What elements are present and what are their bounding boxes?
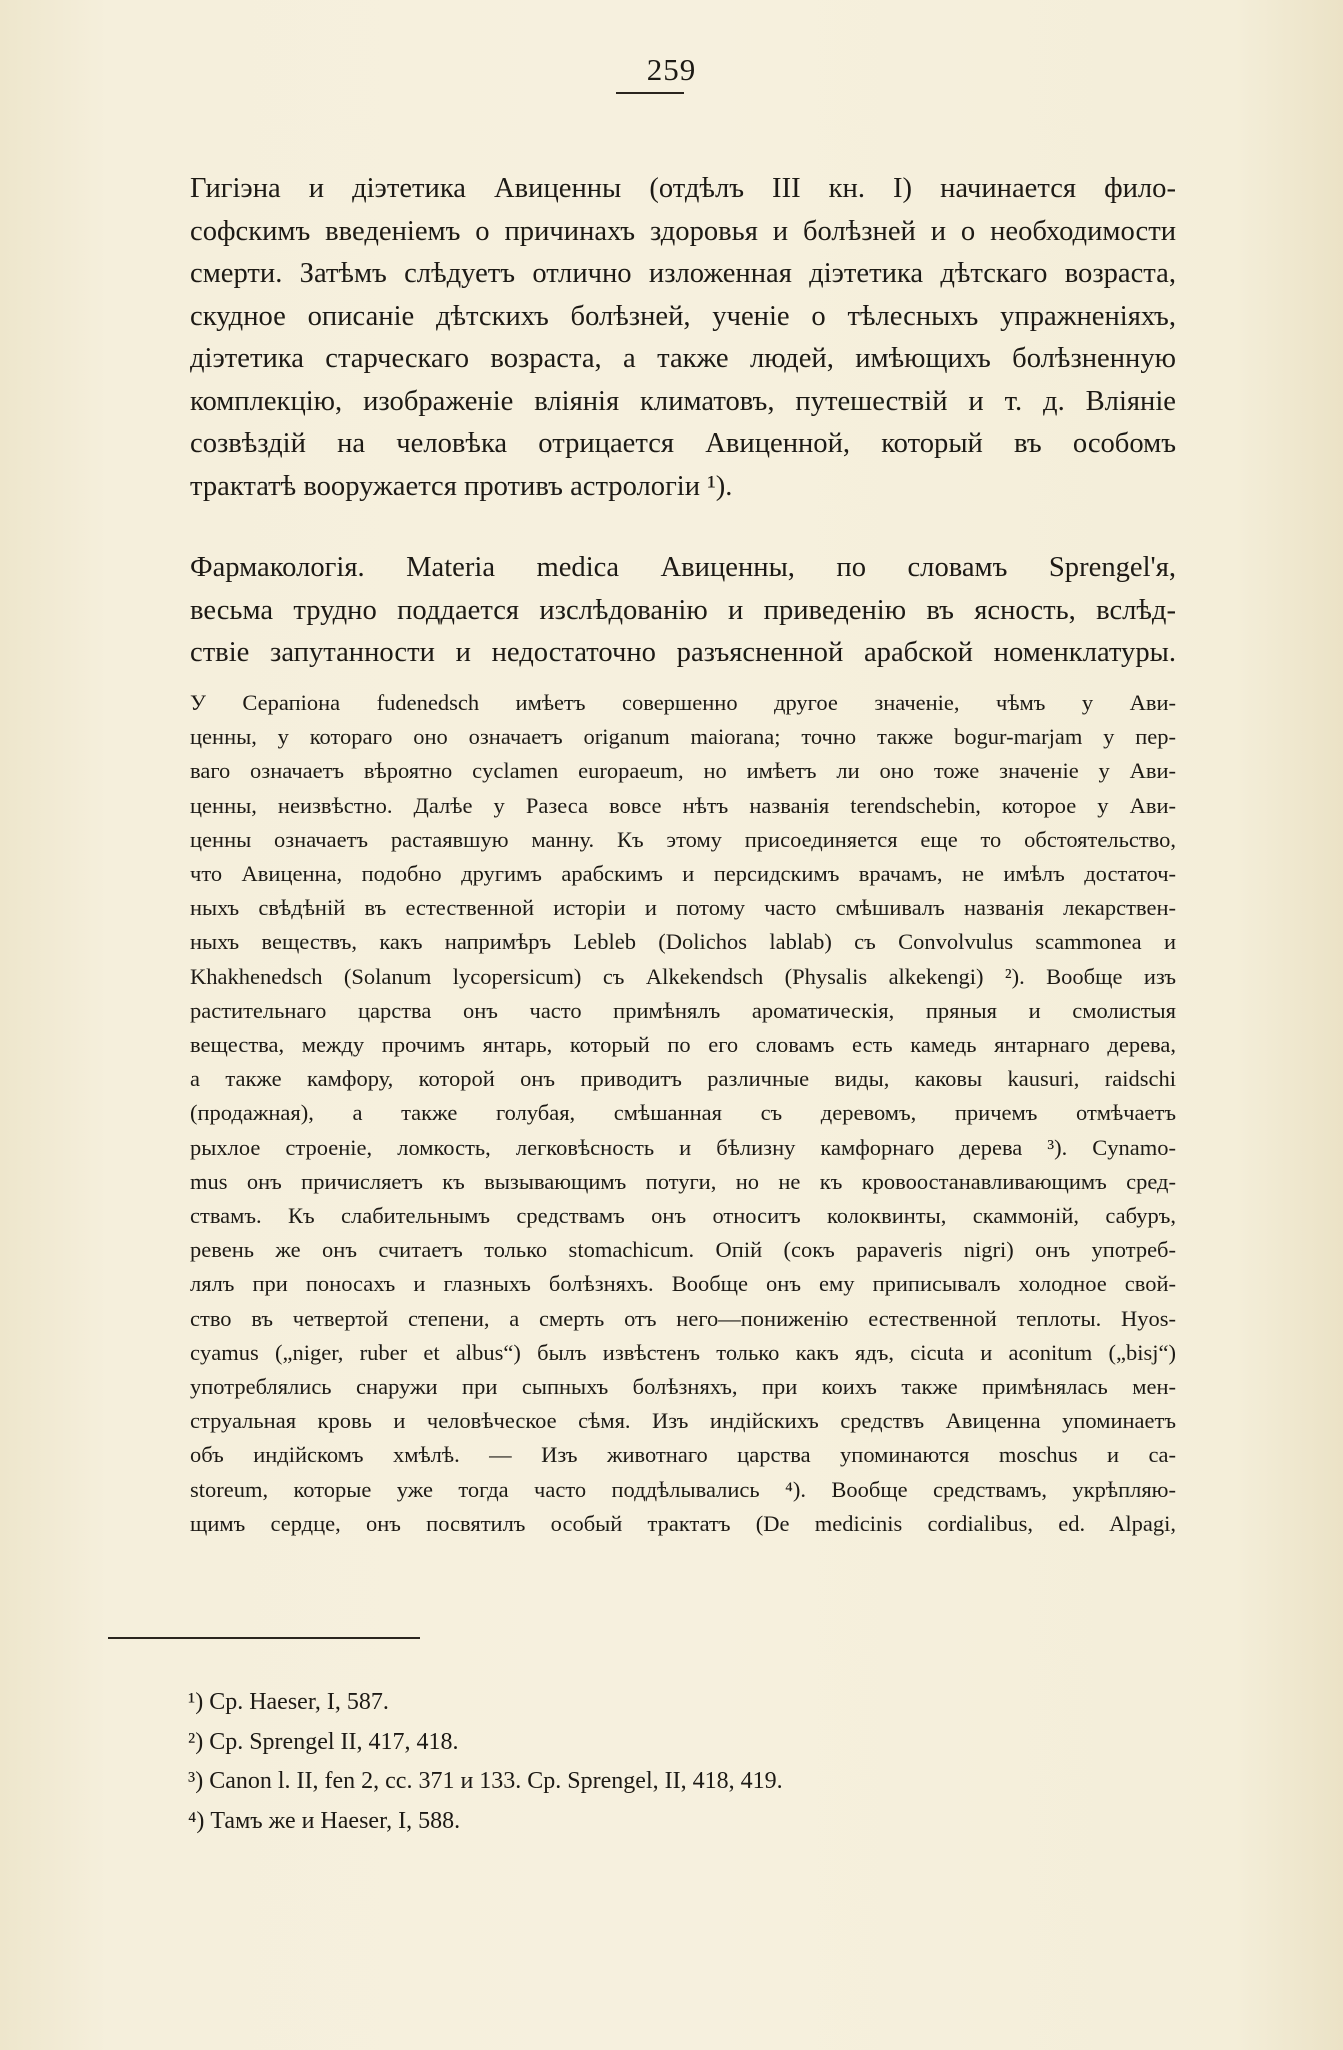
footnote: ²) Ср. Sprengel II, 417, 418.: [188, 1728, 459, 1755]
text-line: (продажная), а также голубая, смѣшанная съ деревомъ, причемъ отмѣчаетъ: [190, 1100, 1176, 1126]
footnote: ⁴) Тамъ же и Haeser, I, 588.: [188, 1807, 461, 1834]
text-line: ревень же онъ считаетъ только stomachicum. Опій (сокъ papaveris nigri) онъ употреб-: [190, 1237, 1176, 1263]
paragraph-hygiene: [190, 168, 1176, 508]
text-line: ствамъ. Къ слабительнымъ средствамъ онъ относитъ колоквинты, скаммоній, сабуръ,: [190, 1203, 1176, 1229]
page-number: 259: [646, 52, 697, 87]
text-line: mus онъ причисляетъ къ вызывающимъ потуги, но не къ кровоостанавливающимъ сред-: [190, 1168, 1176, 1194]
text-line: рыхлое строеніе, ломкость, легковѣсность и бѣлизну камфорнаго дерева ³). Cynamo-: [190, 1134, 1176, 1160]
text-line: У Серапіона fudenedsch имѣетъ совершенно другое значеніе, чѣмъ у Ави-: [190, 690, 1176, 715]
text-line: смерти. Затѣмъ слѣдуетъ отлично изложенная діэтетика дѣтскаго возраста,: [190, 258, 1176, 289]
text-line: ценны означаетъ растаявшую манну. Къ этому присоединяется еще то обстоятельство,: [190, 826, 1176, 852]
text-line: Фармакологія. Materia medica Авиценны, по словамъ Sprengel'я,: [190, 552, 1176, 583]
text-line: щимъ сердце, онъ посвятилъ особый трактатъ (De medicinis cordialibus, ed. Alpagi,: [190, 1510, 1176, 1536]
paragraph-materia-medica-details: [190, 686, 1176, 1541]
text-line: софскимъ введеніемъ о причинахъ здоровья и болѣзней и о необходимости: [190, 215, 1176, 247]
text-line: діэтетика старческаго возраста, а также людей, имѣющихъ болѣзненную: [190, 343, 1176, 374]
text-line: ствіе запутанности и недостаточно разъясненной арабской номенклатуры.: [190, 637, 1176, 668]
text-line: ценны, неизвѣстно. Далѣе у Разеса вовсе нѣтъ названія terendschebin, которое у Ави-: [190, 792, 1176, 818]
text-line: ваго означаетъ вѣроятно cyclamen europaeum, но имѣетъ ли оно тоже значеніе у Ави-: [190, 758, 1176, 784]
text-line: ство въ четвертой степени, а смерть отъ него—пониженію естественной теплоты. Hyos-: [190, 1305, 1176, 1331]
text-line: storeum, которые уже тогда часто поддѣлывались ⁴). Вообще средствамъ, укрѣпляю-: [190, 1476, 1176, 1502]
footnotes: [188, 1683, 783, 1841]
text-line: созвѣздій на человѣка отрицается Авиценной, который въ особомъ: [190, 428, 1176, 459]
text-line: трактатѣ вооружается противъ астрологіи ¹).: [190, 470, 733, 502]
paragraph-pharmacology: [190, 547, 1176, 675]
text-line: комплекцію, изображеніе вліянія климатовъ, путешествій и т. д. Вліяніе: [190, 385, 1176, 417]
text-line: вещества, между прочимъ янтарь, который по его словамъ есть камедь янтарнаго дерева,: [190, 1032, 1176, 1058]
footnote-separator: [108, 1637, 420, 1639]
page-number-rule: [616, 92, 684, 94]
text-line: ныхъ свѣдѣній въ естественной исторіи и потому часто смѣшивалъ названія лекарствен-: [190, 895, 1176, 921]
text-line: ныхъ веществъ, какъ напримѣръ Lebleb (Dolichos lablab) съ Convolvulus scammonea и: [190, 929, 1176, 955]
text-line: лялъ при поносахъ и глазныхъ болѣзняхъ. Вообще онъ ему приписывалъ холодное свой-: [190, 1271, 1176, 1297]
text-line: объ индійскомъ хмѣлѣ. — Изъ животнаго царства упоминаются moschus и ca-: [190, 1442, 1176, 1468]
text-line: что Авиценна, подобно другимъ арабскимъ и персидскимъ врачамъ, не имѣлъ достаточ-: [190, 861, 1176, 887]
text-line: Гигіэна и діэтетика Авиценны (отдѣлъ III кн. I) начинается фило-: [190, 173, 1176, 204]
footnote: ¹) Ср. Haeser, I, 587.: [188, 1689, 389, 1715]
text-line: растительнаго царства онъ часто примѣнялъ ароматическія, пряныя и смолистыя: [190, 997, 1176, 1023]
text-line: ценны, у котораго оно означаетъ origanum maiorana; точно также bogur-marjam у пер-: [190, 724, 1176, 750]
footnote: ³) Canon l. II, fen 2, cc. 371 и 133. Ср. Sprengel, II, 418, 419.: [188, 1768, 783, 1794]
text-line: Khakhenedsch (Solanum lycopersicum) съ Alkekendsch (Physalis alkekengi) ²). Вообще изъ: [190, 963, 1176, 989]
text-line: скудное описаніе дѣтскихъ болѣзней, ученіе о тѣлесныхъ упражненіяхъ,: [190, 300, 1176, 332]
text-line: а также камфору, которой онъ приводитъ различные виды, каковы kausuri, raidschi: [190, 1066, 1176, 1092]
text-line: весьма трудно поддается изслѣдованію и приведенію въ ясность, вслѣд-: [190, 594, 1176, 626]
text-line: струальная кровь и человѣческое сѣмя. Изъ индійскихъ средствъ Авиценна упоминаетъ: [190, 1408, 1176, 1434]
text-line: употреблялись снаружи при сыпныхъ болѣзняхъ, при коихъ также примѣнялась мен-: [190, 1374, 1176, 1400]
text-line: cyamus („niger, ruber et albus“) былъ извѣстенъ только какъ ядъ, cicuta и aconitum („bisj“): [190, 1339, 1176, 1365]
